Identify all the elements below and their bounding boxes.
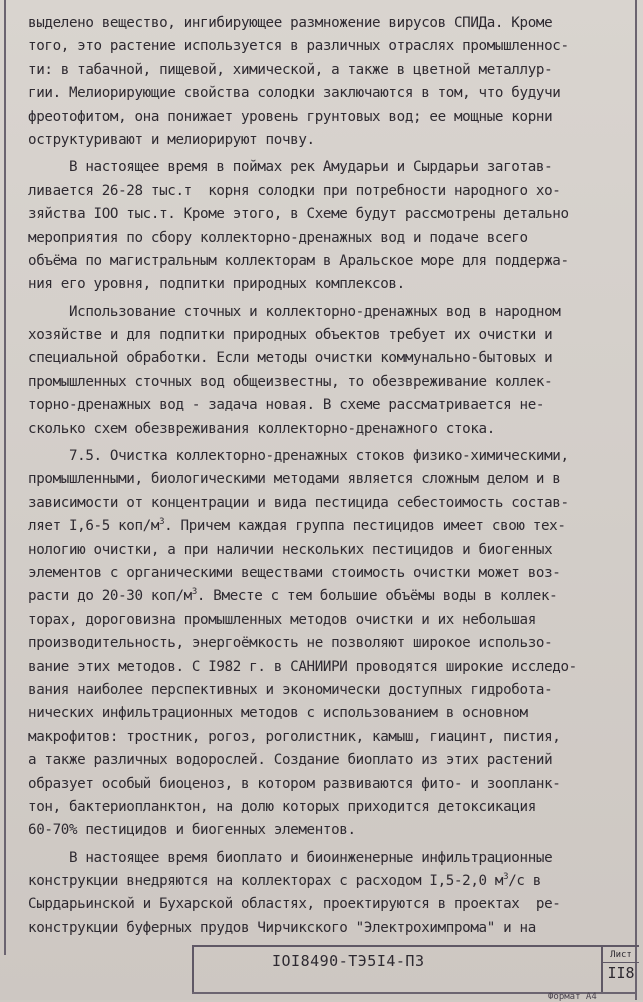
text-line: оструктуривают и мелиорируют почву. <box>28 131 315 148</box>
text-line: Использование сточных и коллекторно-дренажных вод в народном <box>28 303 561 320</box>
text-line: промышленных сточных вод общеизвестны, то обезвреживание коллек- <box>28 373 553 390</box>
text-line: макрофитов: тростник, рогоз, роголистник, камыш, гиацинт, пистия, <box>28 728 561 745</box>
text-line: фреотофитом, она понижает уровень грунтовых вод; ее мощные корни <box>28 108 553 125</box>
text-line: ливается 26-28 тыс.т корня солодки при потребности народного хо- <box>28 182 561 199</box>
text-line: Сырдарьинской и Бухарской областях, проектируются в проектах ре- <box>28 896 561 913</box>
text-line: зяйства IOO тыс.т. Кроме этого, в Схеме будут рассмотрены детально <box>28 206 569 223</box>
title-block <box>192 945 639 992</box>
body-text <box>28 12 618 940</box>
format-note: Формат А4 <box>548 992 597 1002</box>
text-line: сколько схем обезвреживания коллекторно-дренажного стока. <box>28 420 495 437</box>
text-line: нических инфильтрационных методов с использованием в основном <box>28 705 528 722</box>
document-code: IOI8490-ТЭ5I4-ПЗ <box>272 952 425 970</box>
text-line: а также различных водорослей. Создание биоплато из этих растений <box>28 752 553 769</box>
text-line: элементов с органическими веществами стоимость очистки может воз- <box>28 564 561 581</box>
text-line: 7.5. Очистка коллекторно-дренажных стоков физико-химическими, <box>28 448 569 465</box>
text-line: вания наиболее перспективных и экономически доступных гидробота- <box>28 681 553 698</box>
sheet-label: Лист <box>603 948 639 963</box>
right-frame-line <box>635 0 637 1000</box>
sheet-number-cell <box>601 947 639 992</box>
sheet-number: II8 <box>607 964 635 982</box>
text-line: нологию очистки, а при наличии нескольких пестицидов и биогенных <box>28 541 553 558</box>
text-line: ния его уровня, подпитки природных комплексов. <box>28 276 405 293</box>
text-line: специальной обработки. Если методы очистки коммунально-бытовых и <box>28 350 553 367</box>
text-line: хозяйстве и для подпитки природных объектов требует их очистки и <box>28 327 553 344</box>
text-line: 60-70% пестицидов и биогенных элементов. <box>28 822 356 839</box>
text-line: конструкции внедряются на коллекторах с расходом I,5-2,0 $м^3/с$ в <box>28 872 541 890</box>
text-line: мероприятия по сбору коллекторно-дренажных вод и подаче всего <box>28 229 528 246</box>
text-line: торно-дренажных вод - задача новая. В схеме рассматривается не- <box>28 397 545 414</box>
text-line: ти: в табачной, пищевой, химической, а также в цветной металлур- <box>28 61 553 78</box>
text-line: В настоящее время биоплато и биоинженерные инфильтрационные <box>28 849 553 866</box>
text-line: ляет I,6-5 коп/$м^3$. Причем каждая группа пестицидов имеет свою тех- <box>28 517 566 535</box>
text-line: тон, бактериопланктон, на долю которых приходится детоксикация <box>28 798 536 815</box>
text-line: промышленными, биологическими методами является сложным делом и в <box>28 471 561 488</box>
text-line: В настоящее время в поймах рек Амударьи и Сырдарьи заготав- <box>28 159 553 176</box>
text-line: расти до 20-30 коп/$м^3$. Вместе с тем большие объёмы воды в коллек- <box>28 587 558 605</box>
text-line: конструкции буферных прудов Чирчикского "Электрохимпрома" и на <box>28 919 536 936</box>
text-line: торах, дороговизна промышленных методов очистки и их небольшая <box>28 611 536 628</box>
text-line: объёма по магистральным коллекторам в Аральское море для поддержа- <box>28 252 569 269</box>
text-line: гии. Мелиорирующие свойства солодки заключаются в том, что будучи <box>28 85 561 102</box>
text-line: зависимости от концентрации и вида пестицида себестоимость состав- <box>28 494 569 511</box>
left-frame-line <box>4 0 6 955</box>
text-line: образует особый биоценоз, в котором развиваются фито- и зоопланк- <box>28 775 561 792</box>
text-line: вание этих методов. С I982 г. в САНИИРИ проводятся широкие исследо- <box>28 658 577 675</box>
text-line: выделено вещество, ингибирующее размножение вирусов СПИДа. Кроме <box>28 15 553 31</box>
text-line: того, это растение используется в различных отраслях промышленнос- <box>28 38 569 55</box>
text-line: производительность, энергоёмкость не позволяют широкое использо- <box>28 635 553 652</box>
